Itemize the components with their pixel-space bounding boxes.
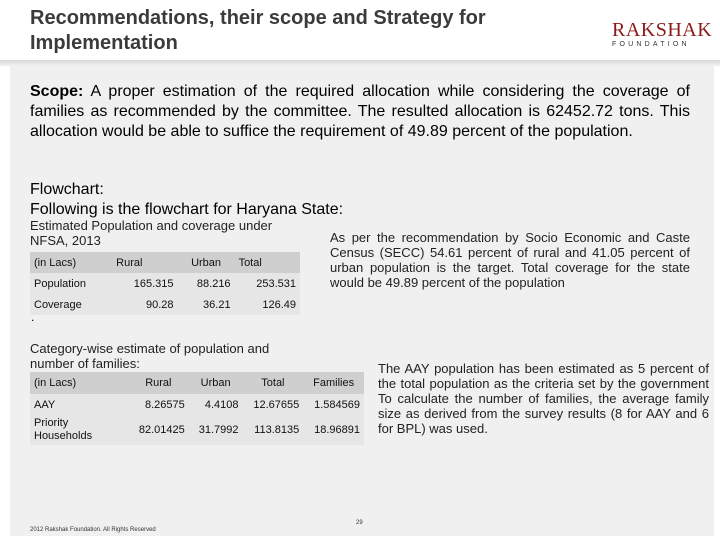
table-row [30, 394, 364, 415]
category-caption: Category-wise estimate of population and number of families: [30, 341, 270, 371]
estimated-population-table [30, 252, 300, 315]
recommendation-note: As per the recommendation by Socio Economic and Caste Census (SECC) 54.61 percent of rural and 41.05 percent of urban population is the target. Total coverage for the state would be 49.89 percent of the population [330, 230, 690, 290]
table-cell: Coverage [30, 294, 112, 315]
table-cell: 88.216 [178, 273, 235, 294]
table-cell: 36.21 [178, 294, 235, 315]
table-header-cell: (in Lacs) [30, 252, 112, 273]
table-cell: 8.26575 [128, 394, 189, 415]
aay-note: The AAY population has been estimated as 5 percent of the total population as the criteria set by the government To calculate the number of families, the average family size as derived from the survey results (8 for AAY and 6 for BPL) was used. [378, 361, 709, 436]
table-cell: 253.531 [235, 273, 300, 294]
scope-text: A proper estimation of the required allocation while considering the coverage of families as recommended by the committee. The resulted allocation is 62452.72 tons. This allocation would be able to suffice the requirement of 49.89 percent of the population. [30, 83, 690, 140]
rakshak-logo [612, 19, 713, 48]
page-title: Recommendations, their scope and Strategy for Implementation [30, 7, 486, 54]
table-cell: 90.28 [112, 294, 177, 315]
table-cell: Population [30, 273, 112, 294]
logo-subtitle: FOUNDATION [612, 41, 690, 48]
table-cell: 1.584569 [303, 394, 364, 415]
logo-wordmark: RAKSHAK [612, 19, 713, 41]
flowchart-block [30, 180, 343, 220]
table-cell: Priority Households [30, 415, 128, 445]
table-cell: 165.315 [112, 273, 177, 294]
table-cell: 82.01425 [128, 415, 189, 445]
bullet-dot: . [31, 310, 35, 324]
table-header-row [30, 372, 364, 394]
table-header-row [30, 252, 300, 273]
table-cell: 18.96891 [303, 415, 364, 445]
table-cell: 126.49 [235, 294, 300, 315]
page-number: 29 [356, 520, 363, 526]
table-cell: 31.7992 [189, 415, 243, 445]
copyright-footer: 2012 Rakshak Foundation. All Rights Reserved [30, 527, 156, 533]
table-cell: AAY [30, 394, 128, 415]
table-header-cell: Rural [112, 252, 177, 273]
table-row [30, 415, 364, 445]
table-header-cell: Urban [178, 252, 235, 273]
table-row [30, 294, 300, 315]
table-header-cell: (in Lacs) [30, 372, 128, 394]
table-cell: 12.67655 [243, 394, 304, 415]
table-cell: 4.4108 [189, 394, 243, 415]
estimated-caption: Estimated Population and coverage under NFSA, 2013 [30, 218, 273, 248]
flowchart-subheading: Following is the flowchart for Haryana State: [30, 201, 344, 218]
scope-paragraph [30, 82, 690, 142]
table-header-cell: Urban [189, 372, 243, 394]
scope-label: Scope: [30, 83, 84, 100]
table-cell: 113.8135 [243, 415, 304, 445]
flowchart-heading: Flowchart: [30, 181, 104, 198]
table-header-cell: Families [303, 372, 364, 394]
table-header-cell: Rural [128, 372, 189, 394]
table-header-cell: Total [243, 372, 304, 394]
table-header-cell: Total [235, 252, 300, 273]
table-row [30, 273, 300, 294]
category-estimate-table [30, 372, 364, 445]
